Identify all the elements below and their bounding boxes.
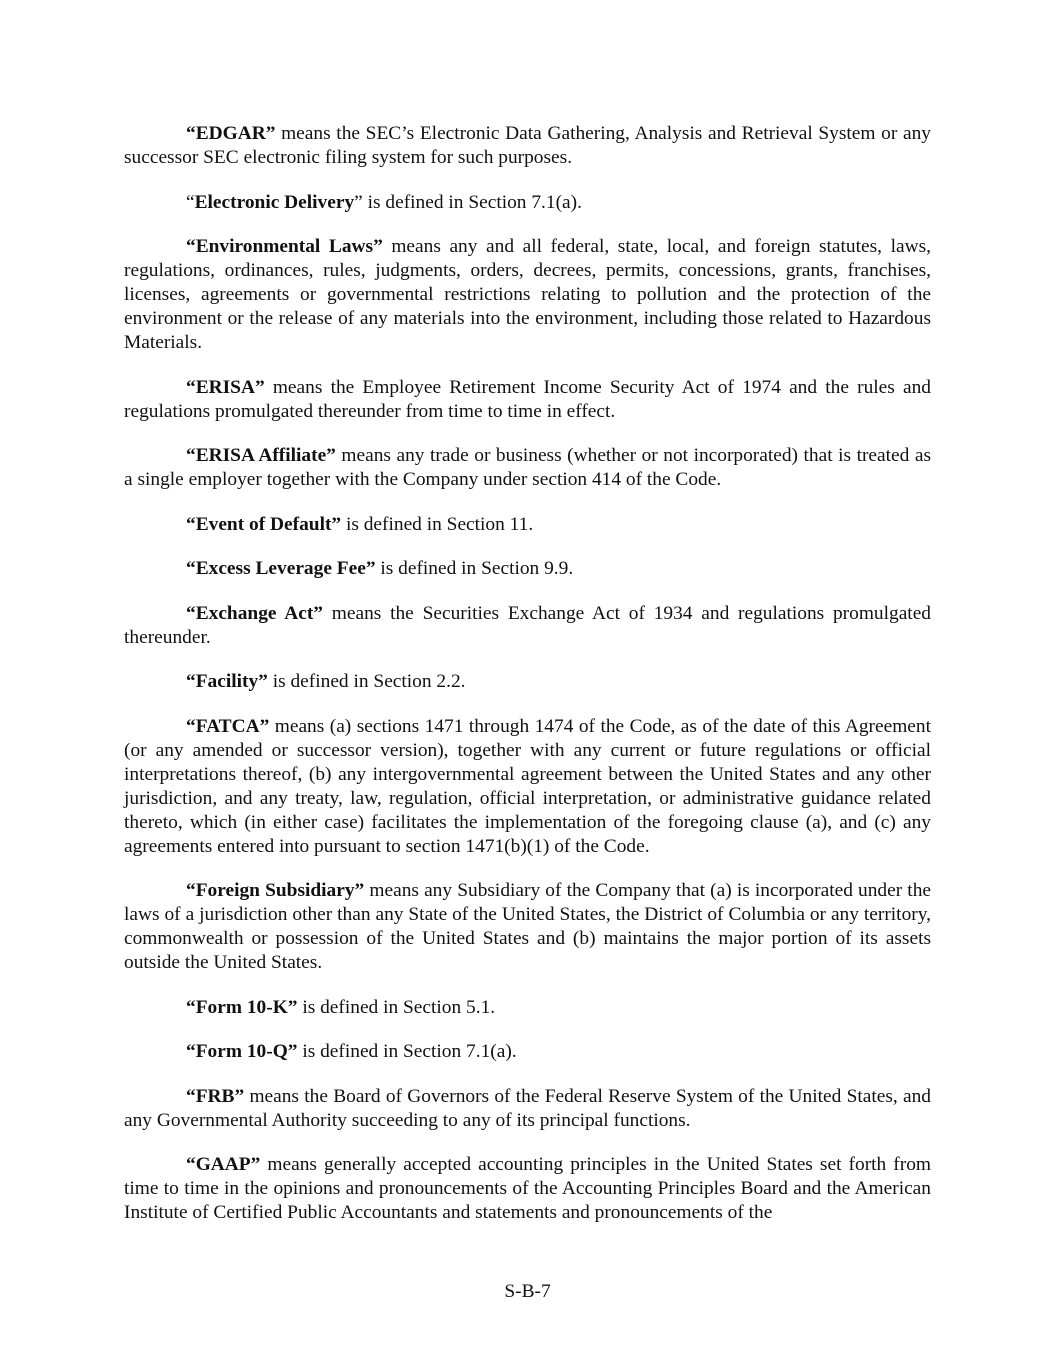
definition-facility <box>124 670 931 694</box>
defined-term: “EDGAR” <box>186 123 276 144</box>
definition-text: is defined in Section 2.2. <box>267 671 466 692</box>
definition-text: means the Securities Exchange Act of 1934 and regulations promulgated thereunder. <box>124 602 931 648</box>
definition-text: is defined in Section 5.1. <box>297 996 496 1018</box>
definition-text: means generally accepted accounting principles in the United States set forth from time to time in the opinions and pronouncements of the Accounting Principles Board and the American Institute of Certified Public Accountants and statements and pronouncements of the <box>124 1154 931 1223</box>
definition-form-10-k <box>124 996 931 1020</box>
definition-erisa <box>124 376 931 424</box>
page-number: S-B-7 <box>504 1281 551 1302</box>
definition-fatca <box>124 715 931 859</box>
definition-text: is defined in Section 11. <box>341 513 534 535</box>
definition-foreign-subsidiary <box>124 879 931 975</box>
definition-gaap <box>124 1153 931 1225</box>
definition-text: is defined in Section 9.9. <box>375 558 574 579</box>
definition-frb <box>124 1085 931 1133</box>
defined-term: “Excess Leverage Fee” <box>186 558 376 579</box>
document-body <box>124 122 931 1246</box>
defined-term: “Facility” <box>186 671 268 692</box>
definition-excess-leverage-fee <box>124 557 931 581</box>
definition-event-of-default <box>124 513 931 537</box>
definition-prefix: “ <box>186 191 195 213</box>
definition-edgar <box>124 122 931 170</box>
definition-form-10-q <box>124 1040 931 1064</box>
defined-term: “Foreign Subsidiary” <box>186 880 365 901</box>
defined-term: “GAAP” <box>186 1154 261 1175</box>
definition-text: means any Subsidiary of the Company that (a) is incorporated under the laws of a jurisdiction other than any State of the United States, the District of Columbia or any territory, commonwealth or possession of the United States and (b) maintains the major portion of its assets outside the United States. <box>124 880 931 973</box>
definition-text: means the SEC’s Electronic Data Gathering, Analysis and Retrieval System or any successor SEC electronic filing system for such purposes. <box>124 123 931 168</box>
definition-text: is defined in Section 7.1(a). <box>297 1041 517 1062</box>
defined-term: “ERISA” <box>186 376 265 398</box>
definition-text: means any and all federal, state, local, and foreign statutes, laws, regulations, ordinances, rules, judgments, orders, decrees, permits, concessions, grants, franchises, licenses, agreements or governmental restrictions relating to pollution and the protection of the environment or the release of any materials into the environment, including those related to Hazardous Materials. <box>124 236 931 353</box>
defined-term: “Form 10-Q” <box>186 1041 298 1062</box>
defined-term: “FRB” <box>186 1085 245 1107</box>
definition-text: means the Employee Retirement Income Security Act of 1974 and the rules and regulations promulgated thereunder from time to time in effect. <box>124 376 931 422</box>
defined-term: Electronic Delivery <box>194 191 355 213</box>
definition-suffix: ” <box>354 191 363 213</box>
definition-text: means (a) sections 1471 through 1474 of the Code, as of the date of this Agreement (or any amended or successor version), together with any current or future regulations or official interpretations thereof, (b) any intergovernmental agreement between the United States and any other jurisdiction, and any treaty, law, regulation, official interpretation, or administrative guidance related thereto, which (in either case) facilitates the implementation of the foregoing clause (a), and (c) any agreements entered into pursuant to section 1471(b)(1) of the Code. <box>124 715 931 857</box>
definition-text: means any trade or business (whether or not incorporated) that is treated as a single employer together with the Company under section 414 of the Code. <box>124 445 931 490</box>
definition-erisa-affiliate <box>124 444 931 492</box>
definition-environmental-laws <box>124 235 931 355</box>
defined-term: “Environmental Laws” <box>186 236 383 257</box>
definition-electronic-delivery <box>124 191 931 215</box>
defined-term: “Form 10-K” <box>186 996 298 1018</box>
definition-exchange-act <box>124 602 931 650</box>
defined-term: “ERISA Affiliate” <box>186 445 336 466</box>
defined-term: “Exchange Act” <box>186 602 323 624</box>
defined-term: “Event of Default” <box>186 513 342 535</box>
definition-text: means the Board of Governors of the Federal Reserve System of the United States, and any Governmental Authority succeeding to any of its principal functions. <box>124 1085 931 1131</box>
definition-text: is defined in Section 7.1(a). <box>362 191 582 213</box>
defined-term: “FATCA” <box>186 715 270 737</box>
